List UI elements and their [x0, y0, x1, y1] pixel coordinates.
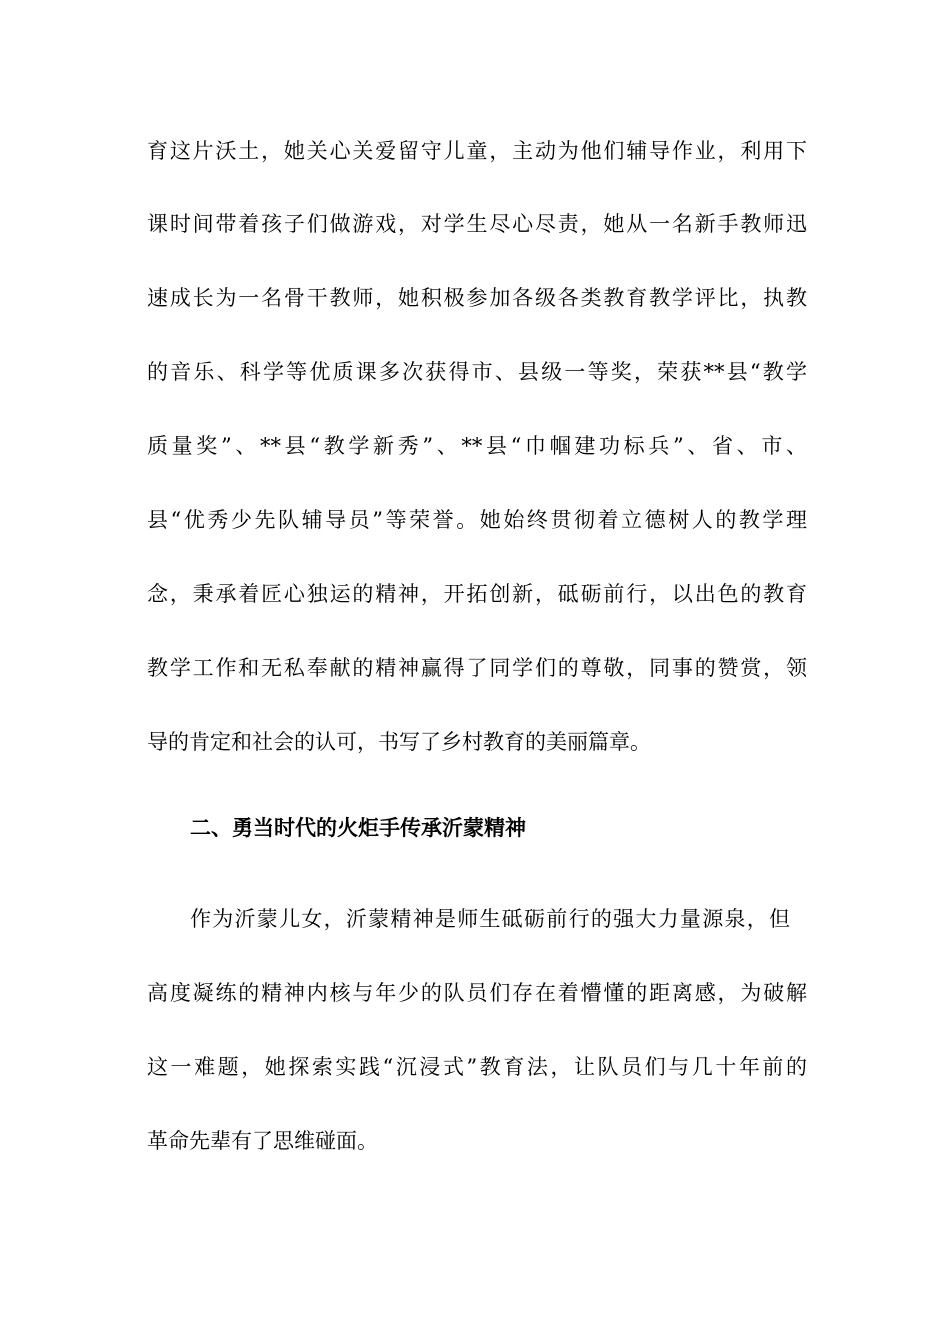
paragraph-1-line-8: 教学工作和无私奉献的精神赢得了同学们的尊敬，同事的赞赏，领 [147, 656, 807, 680]
paragraph-1-line-6: 县“优秀少先队辅导员”等荣誉。她始终贯彻着立德树人的教学理 [147, 508, 807, 532]
paragraph-2-line-2: 高度凝练的精神内核与年少的队员们存在着懵懂的距离感，为破解 [147, 981, 807, 1005]
paragraph-1-line-4: 的音乐、科学等优质课多次获得市、县级一等奖，荣获**县“教学 [147, 360, 807, 384]
paragraph-2-line-1: 作为沂蒙儿女，沂蒙精神是师生砥砺前行的强大力量源泉，但 [190, 907, 790, 931]
section-heading: 二、勇当时代的火炬手传承沂蒙精神 [190, 816, 526, 840]
paragraph-2-line-3: 这一难题，她探索实践“沉浸式”教育法，让队员们与几十年前的 [147, 1055, 807, 1079]
paragraph-1-line-9: 导的肯定和社会的认可，书写了乡村教育的美丽篇章。 [147, 730, 651, 754]
paragraph-1-line-5: 质量奖”、**县“教学新秀”、**县“巾帼建功标兵”、省、市、 [147, 434, 807, 458]
paragraph-2-line-4: 革命先辈有了思维碰面。 [147, 1129, 378, 1153]
paragraph-1-line-2: 课时间带着孩子们做游戏，对学生尽心尽责，她从一名新手教师迅 [147, 212, 807, 236]
paragraph-1-line-7: 念，秉承着匠心独运的精神，开拓创新，砥砺前行，以出色的教育 [147, 582, 807, 606]
paragraph-1-line-1: 育这片沃土，她关心关爱留守儿童，主动为他们辅导作业，利用下 [147, 139, 807, 163]
paragraph-1-line-3: 速成长为一名骨干教师，她积极参加各级各类教育教学评比，执教 [147, 286, 807, 310]
